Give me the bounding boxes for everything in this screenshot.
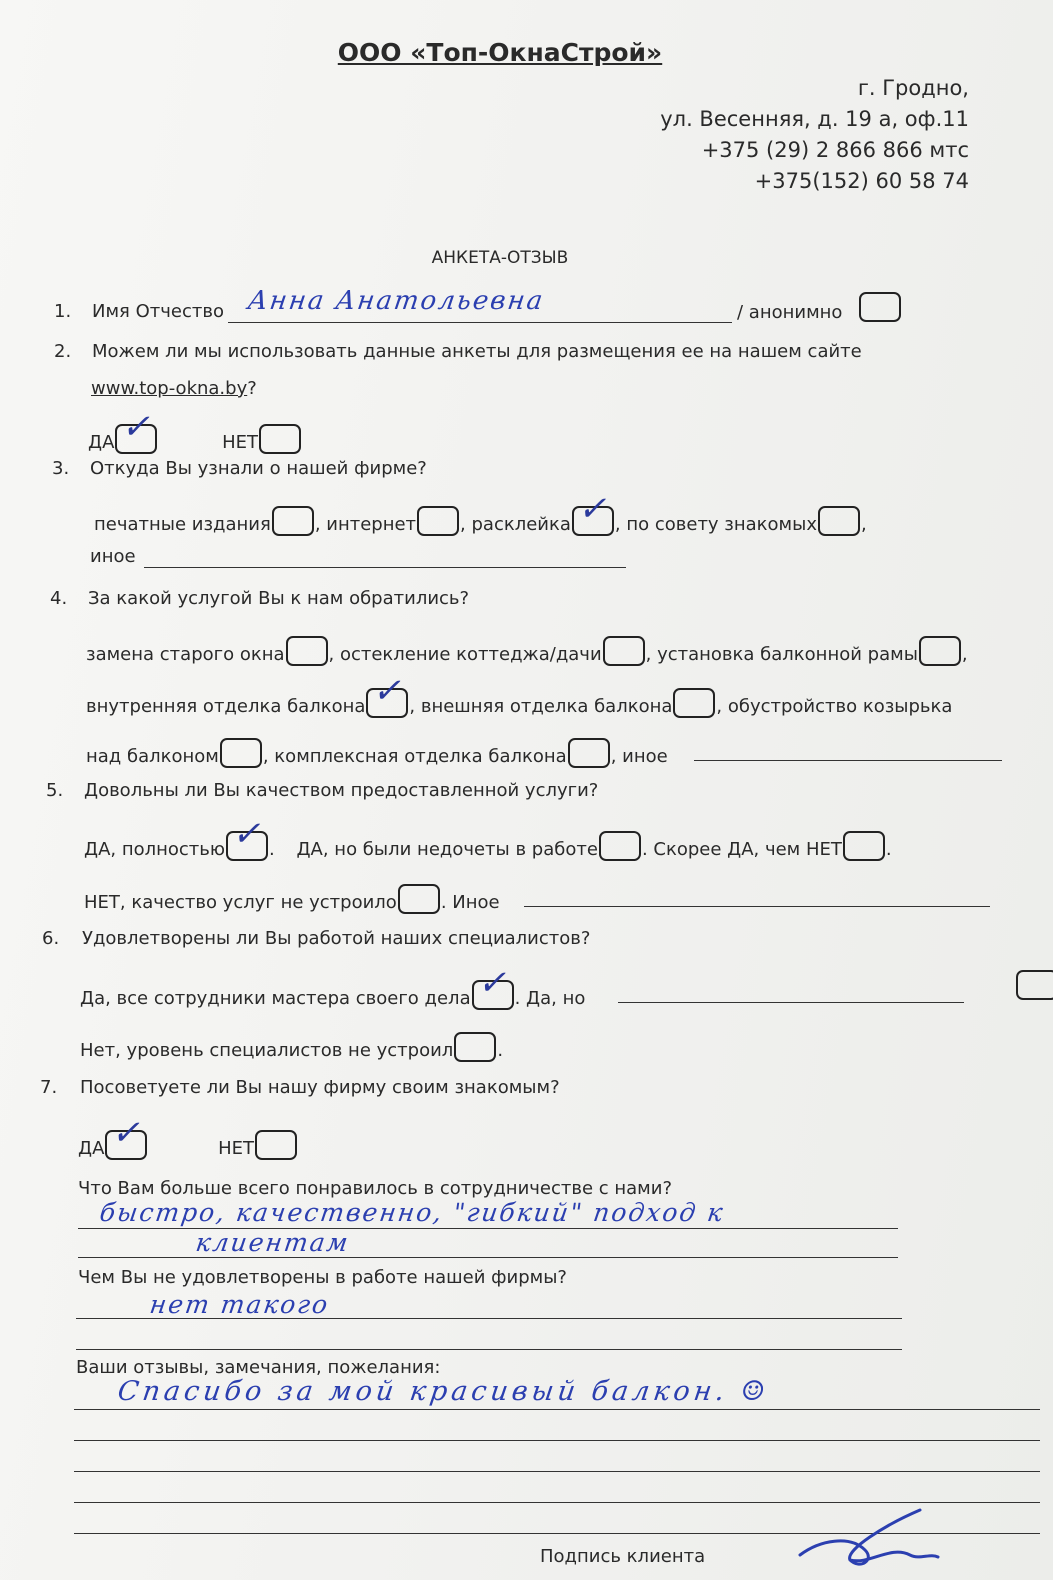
q4-other-line[interactable] [694,760,1002,761]
disliked-answer[interactable]: нет такого [147,1290,332,1319]
q5-option-minor-label: ДА, но были недочеты в работе [296,839,598,860]
q7-yes-checkbox[interactable] [105,1113,147,1160]
q3-option-internet-label: , интернет [314,514,417,535]
q4-option-inner-checkbox[interactable] [366,671,408,718]
q5-option-rather-checkbox[interactable] [843,831,885,861]
q6-option-masters-checkbox[interactable] [472,963,514,1010]
q4-option-frame-label: , установка балконной рамы [645,644,918,665]
q5-option-fully-label: ДА, полностью [84,839,226,860]
disliked-question: Чем Вы не удовлетворены в работе нашей фирмы? [78,1267,567,1288]
q5-option-rather-label: . Скорее ДА, чем НЕТ [641,839,842,860]
address-line-2: ул. Весенняя, д. 19 а, оф.11 [660,107,969,131]
client-signature [790,1505,940,1575]
q6-option-no-checkbox[interactable] [454,1032,496,1062]
liked-answer-line-1[interactable]: быстро, качественно, "гибкий" подход к [97,1198,727,1227]
company-name: ООО «Топ-ОкнаСтрой» [337,38,663,67]
q7-yes-label: ДА [78,1138,105,1159]
q3-option-internet-checkbox[interactable] [417,506,459,536]
q7-no-checkbox[interactable] [255,1130,297,1160]
q4-option-outer-checkbox[interactable] [673,688,715,718]
q3-other-label: иное [90,546,136,567]
signature-label: Подпись клиента [540,1546,706,1567]
q1-label: Имя Отчество [92,301,224,322]
q1-answer[interactable]: Анна Анатольевна [245,286,547,316]
q4-option-complex-checkbox[interactable] [568,738,610,768]
site-link[interactable]: www.top-okna.by [91,378,248,399]
q6-option-no-label: Нет, уровень специалистов не устроил [80,1040,454,1061]
check-mark-icon: ✓ [111,1113,140,1153]
q4-number: 4. [50,588,68,609]
q2-no-label: НЕТ [222,432,259,453]
q5-text: Довольны ли Вы качеством предоставленной услуги? [84,780,599,801]
q5-option-fully-checkbox[interactable] [226,814,268,861]
comments-answer[interactable]: Спасибо за мой красивый балкон. ☺ [115,1376,772,1407]
comments-line-4 [74,1502,1040,1503]
comments-line-3 [74,1471,1040,1472]
q4-option-other-label: , иное [610,746,668,767]
q5-option-other-label: . Иное [440,892,500,913]
address-line-1: г. Гродно, [857,76,969,100]
q3-option-posters-checkbox[interactable] [572,489,614,536]
q2-no-checkbox[interactable] [259,424,301,454]
q4-option-above-label: над балконом [86,746,219,767]
q4-option-window-label: замена старого окна [86,644,285,665]
liked-question: Что Вам больше всего понравилось в сотрудничестве с нами? [78,1178,673,1199]
q4-option-cottage-checkbox[interactable] [603,636,645,666]
comments-line-1 [74,1409,1040,1410]
q2-text: Можем ли мы использовать данные анкеты для размещения ее на нашем сайте [92,341,862,362]
check-mark-icon: ✓ [232,814,261,854]
q4-option-window-checkbox[interactable] [286,636,328,666]
q6-option-but-checkbox[interactable] [1016,970,1053,1000]
q4-option-outer-label: , внешняя отделка балкона [409,696,673,717]
check-mark-icon: ✓ [121,407,150,447]
q4-option-canopy-label: , обустройство козырька [716,696,953,717]
q2-number: 2. [54,341,72,362]
q5-other-line[interactable] [524,906,990,907]
q6-text: Удовлетворены ли Вы работой наших специалистов? [82,928,591,949]
q6-number: 6. [42,928,60,949]
form-paper: ООО «Топ-ОкнаСтрой» г. Гродно, ул. Весенняя, д. 19 а, оф.11 +375 (29) 2 866 866 мтс +375(152) 60 58 74 АНКЕТА-ОТЗЫВ 1. Имя Отчество Анна Анатольевна / анонимно 2. Можем ли мы использовать данные анкеты для размещения ее на нашем сайте www.top-okna.by? ДА ✓ НЕТ 3. Откуда Вы узнали о нашей фирме? печатные издания , интернет , расклейка ✓ , по совету знакомых , иное 4. За какой услугой Вы к нам обратились? замена старого окна , остекление коттеджа/дачи , установка балконной рамы , внутренняя отделка балкона ✓ , внешняя отделка балкона , обустройство козырька над балконом , комплексная отделка балкона , иное 5. Довольны ли Вы качеством предоставленной услуги? ДА, полностью ✓ . ДА, но были недочеты в работе . Скорее ДА, чем НЕТ . НЕТ, качество услуг не устроило . Иное 6. Удовлетворены ли Вы работой наших специалистов? Да, все сотрудники мастера своего дела ✓ . Да, но Нет, уровень специалистов не устроил . 7. Посоветуете ли Вы нашу фирму своим знакомым? ДА ✓ НЕТ Что Вам больше всего понравилось в сотрудничестве с нами? быстро, качественно, "гибкий" подход к клиентам Чем Вы не удовлетворены в работе нашей фирмы? нет такого Ваши отзывы, замечания, пожелания: Спасибо за мой красивый балкон. ☺ Подпись клиента [0,0,1053,1580]
q6-but-line[interactable] [618,1002,964,1003]
q7-no-label: НЕТ [218,1138,255,1159]
liked-answer-line-2[interactable]: клиентам [193,1228,352,1257]
check-mark-icon: ✓ [477,963,507,1003]
comments-line-2 [74,1440,1040,1441]
q5-option-no-label: НЕТ, качество услуг не устроило [84,892,397,913]
check-mark-icon: ✓ [372,671,401,711]
phone-line-2: +375(152) 60 58 74 [754,169,969,193]
q1-answer-line [228,322,732,323]
q5-option-no-checkbox[interactable] [398,884,440,914]
q3-option-friends-label: , по совету знакомых [614,514,818,535]
q2-question-mark: ? [247,378,257,399]
q3-number: 3. [52,458,70,479]
liked-line-2 [78,1257,898,1258]
q6-option-but-label: . Да, но [514,988,586,1009]
q3-option-print-checkbox[interactable] [272,506,314,536]
q3-text: Откуда Вы узнали о нашей фирме? [90,458,427,479]
q7-text: Посоветуете ли Вы нашу фирму своим знакомым? [80,1077,560,1098]
q4-option-above-checkbox[interactable] [220,738,262,768]
q5-number: 5. [46,780,64,801]
q2-yes-checkbox[interactable] [115,407,157,454]
q3-other-line[interactable] [144,567,626,568]
check-mark-icon: ✓ [577,489,607,529]
q4-option-complex-label: , комплексная отделка балкона [262,746,567,767]
q3-option-friends-checkbox[interactable] [818,506,860,536]
form-title: АНКЕТА-ОТЗЫВ [431,248,569,268]
q7-number: 7. [40,1077,58,1098]
comments-question: Ваши отзывы, замечания, пожелания: [76,1357,441,1378]
q5-option-minor-checkbox[interactable] [599,831,641,861]
q4-text: За какой услугой Вы к нам обратились? [88,588,470,609]
q3-option-posters-label: , расклейка [460,514,571,535]
q2-yes-label: ДА [88,432,115,453]
phone-line-1: +375 (29) 2 866 866 мтс [701,138,969,162]
q6-option-masters-label: Да, все сотрудники мастера своего дела [80,988,471,1009]
q1-anonymous-checkbox[interactable] [859,292,901,322]
q3-option-print-label: печатные издания [94,514,271,535]
q4-option-frame-checkbox[interactable] [919,636,961,666]
q4-option-inner-label: внутренняя отделка балкона [86,696,366,717]
q4-option-cottage-label: , остекление коттеджа/дачи [328,644,602,665]
q1-anonymous-label: / анонимно [737,302,843,323]
q1-number: 1. [54,301,72,322]
disliked-line-2 [76,1349,902,1350]
